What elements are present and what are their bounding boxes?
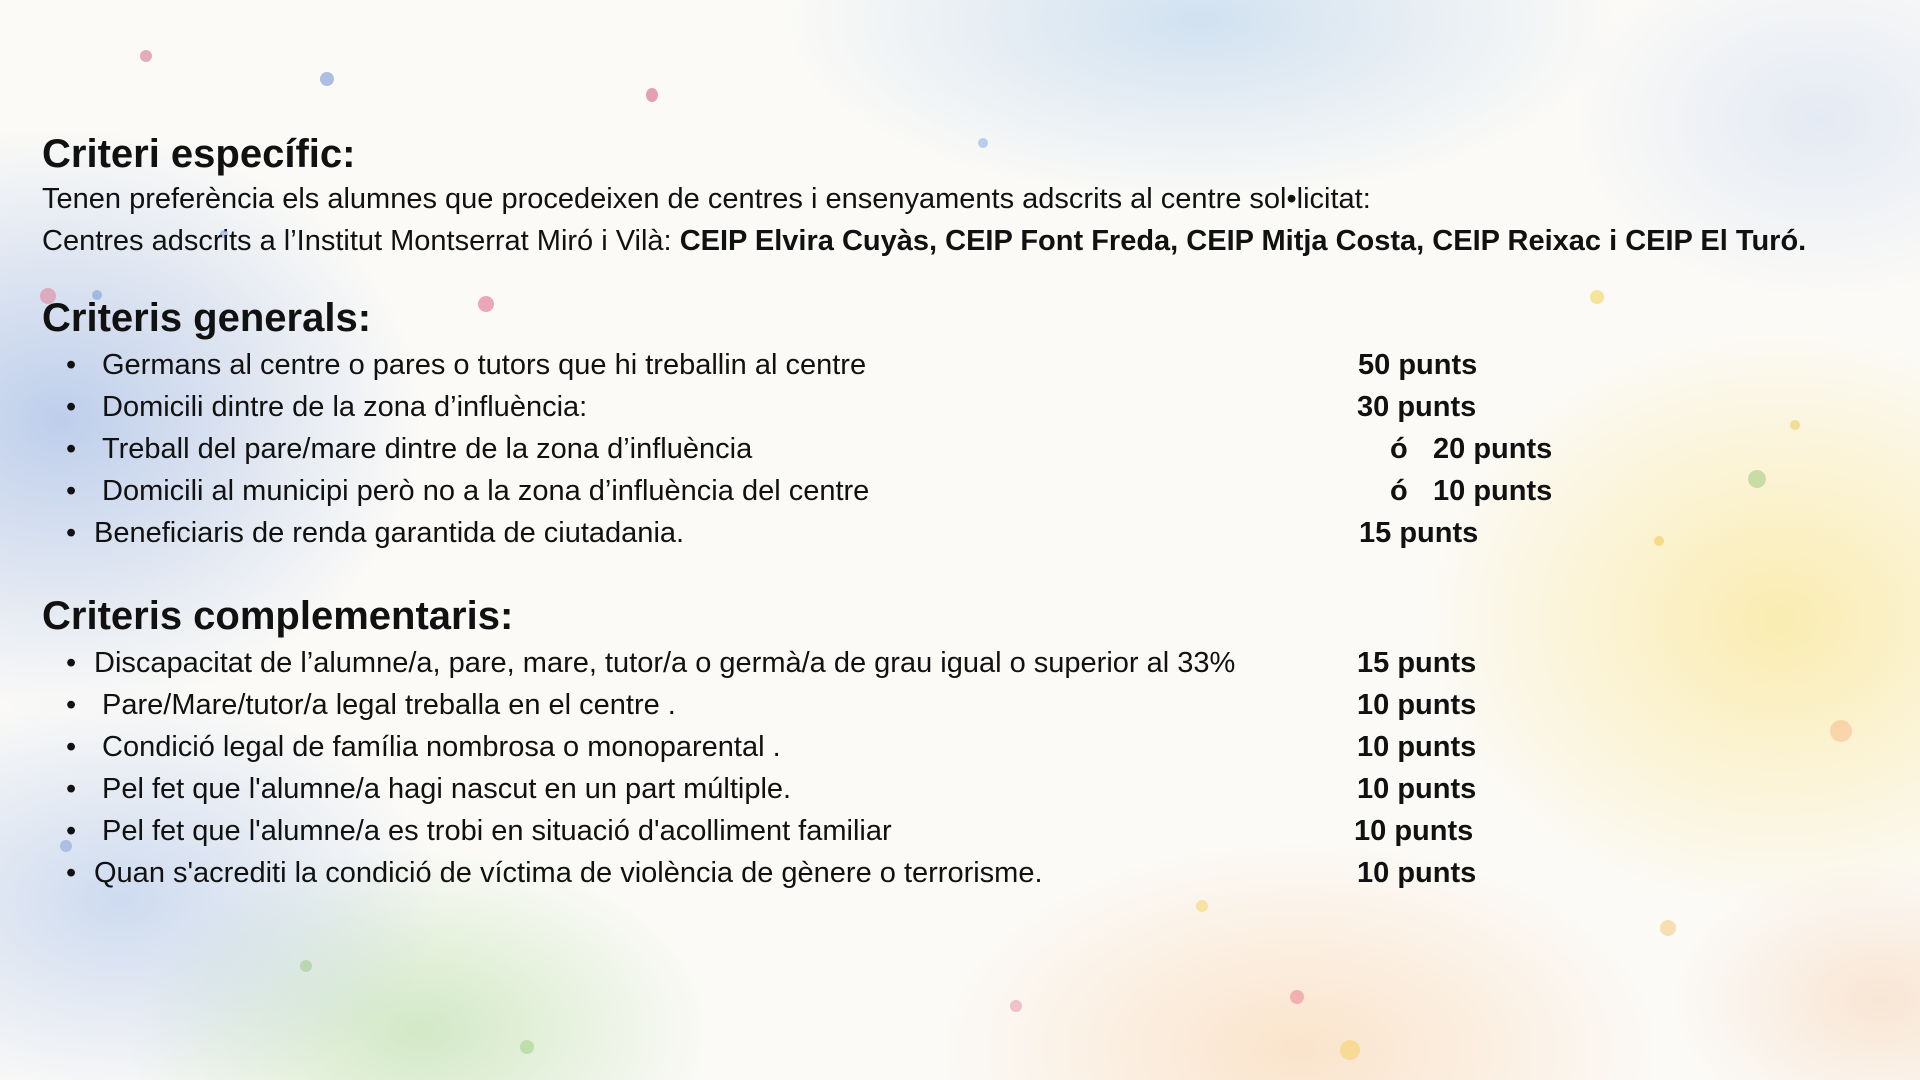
paint-splat <box>300 960 312 972</box>
bullet-icon: • <box>66 475 77 507</box>
list-item <box>42 852 1902 894</box>
or-label: ó <box>1390 433 1408 465</box>
list-item <box>42 386 1902 428</box>
criterion-points: 20 punts <box>1433 433 1553 465</box>
bullet-icon: • <box>66 647 77 679</box>
criterion-label: Germans al centre o pares o tutors que hi treballin al centre <box>102 349 867 381</box>
adscrits-text <box>42 220 1902 262</box>
paint-splat <box>320 72 334 86</box>
criteris-complementaris-section <box>42 592 1902 894</box>
list-item <box>42 768 1902 810</box>
adscrits-schools: CEIP Elvira Cuyàs, CEIP Font Freda, CEIP Mitja Costa, CEIP Reixac i CEIP El Turó. <box>679 225 1807 257</box>
criterion-label: Domicili al municipi però no a la zona d’influència del centre <box>102 475 870 507</box>
criterion-label: Pare/Mare/tutor/a legal treballa en el centre . <box>102 689 676 721</box>
criterion-points: 10 punts <box>1357 731 1477 763</box>
criterion-points: 15 punts <box>1357 647 1477 679</box>
criteria-content <box>42 130 1902 894</box>
criteri-especific-heading: Criteri específic: <box>42 132 356 176</box>
criteris-generals-heading: Criteris generals: <box>42 296 372 340</box>
paint-splat <box>1010 1000 1022 1012</box>
list-item <box>42 726 1902 768</box>
paint-splat <box>646 88 658 102</box>
criterion-points: 50 punts <box>1358 349 1478 381</box>
list-item <box>42 810 1902 852</box>
criterion-points: 10 punts <box>1433 475 1553 507</box>
bullet-icon: • <box>66 731 77 763</box>
criterion-label: Beneficiaris de renda garantida de ciutadania. <box>94 517 685 549</box>
criterion-points: 10 punts <box>1357 689 1477 721</box>
bullet-icon: • <box>66 689 77 721</box>
criterion-label: Discapacitat de l’alumne/a, pare, mare, tutor/a o germà/a de grau igual o superior al 33% <box>94 647 1236 679</box>
paint-splat <box>140 50 152 62</box>
criterion-label: Pel fet que l'alumne/a hagi nascut en un part múltiple. <box>102 773 792 805</box>
criterion-label: Treball del pare/mare dintre de la zona d’influència <box>102 433 753 465</box>
criteris-complementaris-list <box>42 642 1902 894</box>
paint-splat <box>1340 1040 1360 1060</box>
bullet-icon: • <box>66 433 77 465</box>
preference-text: Tenen preferència els alumnes que procedeixen de centres i ensenyaments adscrits al centre sol•licitat: <box>42 183 1371 215</box>
bullet-icon: • <box>66 815 77 847</box>
criteri-especific-section <box>42 130 1902 262</box>
criterion-points: 30 punts <box>1357 391 1477 423</box>
list-item <box>42 344 1902 386</box>
adscrits-label: Centres adscrits a l’Institut Montserrat Miró i Vilà: <box>42 225 680 257</box>
criterion-label: Quan s'acrediti la condició de víctima de violència de gènere o terrorisme. <box>94 857 1043 889</box>
criterion-points: 15 punts <box>1359 517 1479 549</box>
bullet-icon: • <box>66 349 77 381</box>
criteris-generals-list <box>42 344 1902 554</box>
criterion-label: Pel fet que l'alumne/a es trobi en situació d'acolliment familiar <box>102 815 892 847</box>
bullet-icon: • <box>66 517 77 549</box>
paint-splat <box>1196 900 1208 912</box>
criterion-label: Domicili dintre de la zona d’influència: <box>102 391 588 423</box>
bullet-icon: • <box>66 857 77 889</box>
list-item <box>42 470 1902 512</box>
paint-splat <box>1290 990 1304 1004</box>
criteris-generals-section <box>42 294 1902 554</box>
criteris-complementaris-heading: Criteris complementaris: <box>42 594 514 638</box>
paint-splat <box>1660 920 1676 936</box>
criterion-points: 10 punts <box>1357 773 1477 805</box>
bullet-icon: • <box>66 773 77 805</box>
list-item <box>42 642 1902 684</box>
criterion-points: 10 punts <box>1354 815 1474 847</box>
list-item <box>42 684 1902 726</box>
criterion-label: Condició legal de família nombrosa o monoparental . <box>102 731 781 763</box>
criterion-points: 10 punts <box>1357 857 1477 889</box>
list-item <box>42 512 1902 554</box>
list-item <box>42 428 1902 470</box>
bullet-icon: • <box>66 391 77 423</box>
or-label: ó <box>1390 475 1408 507</box>
paint-splat <box>520 1040 534 1054</box>
